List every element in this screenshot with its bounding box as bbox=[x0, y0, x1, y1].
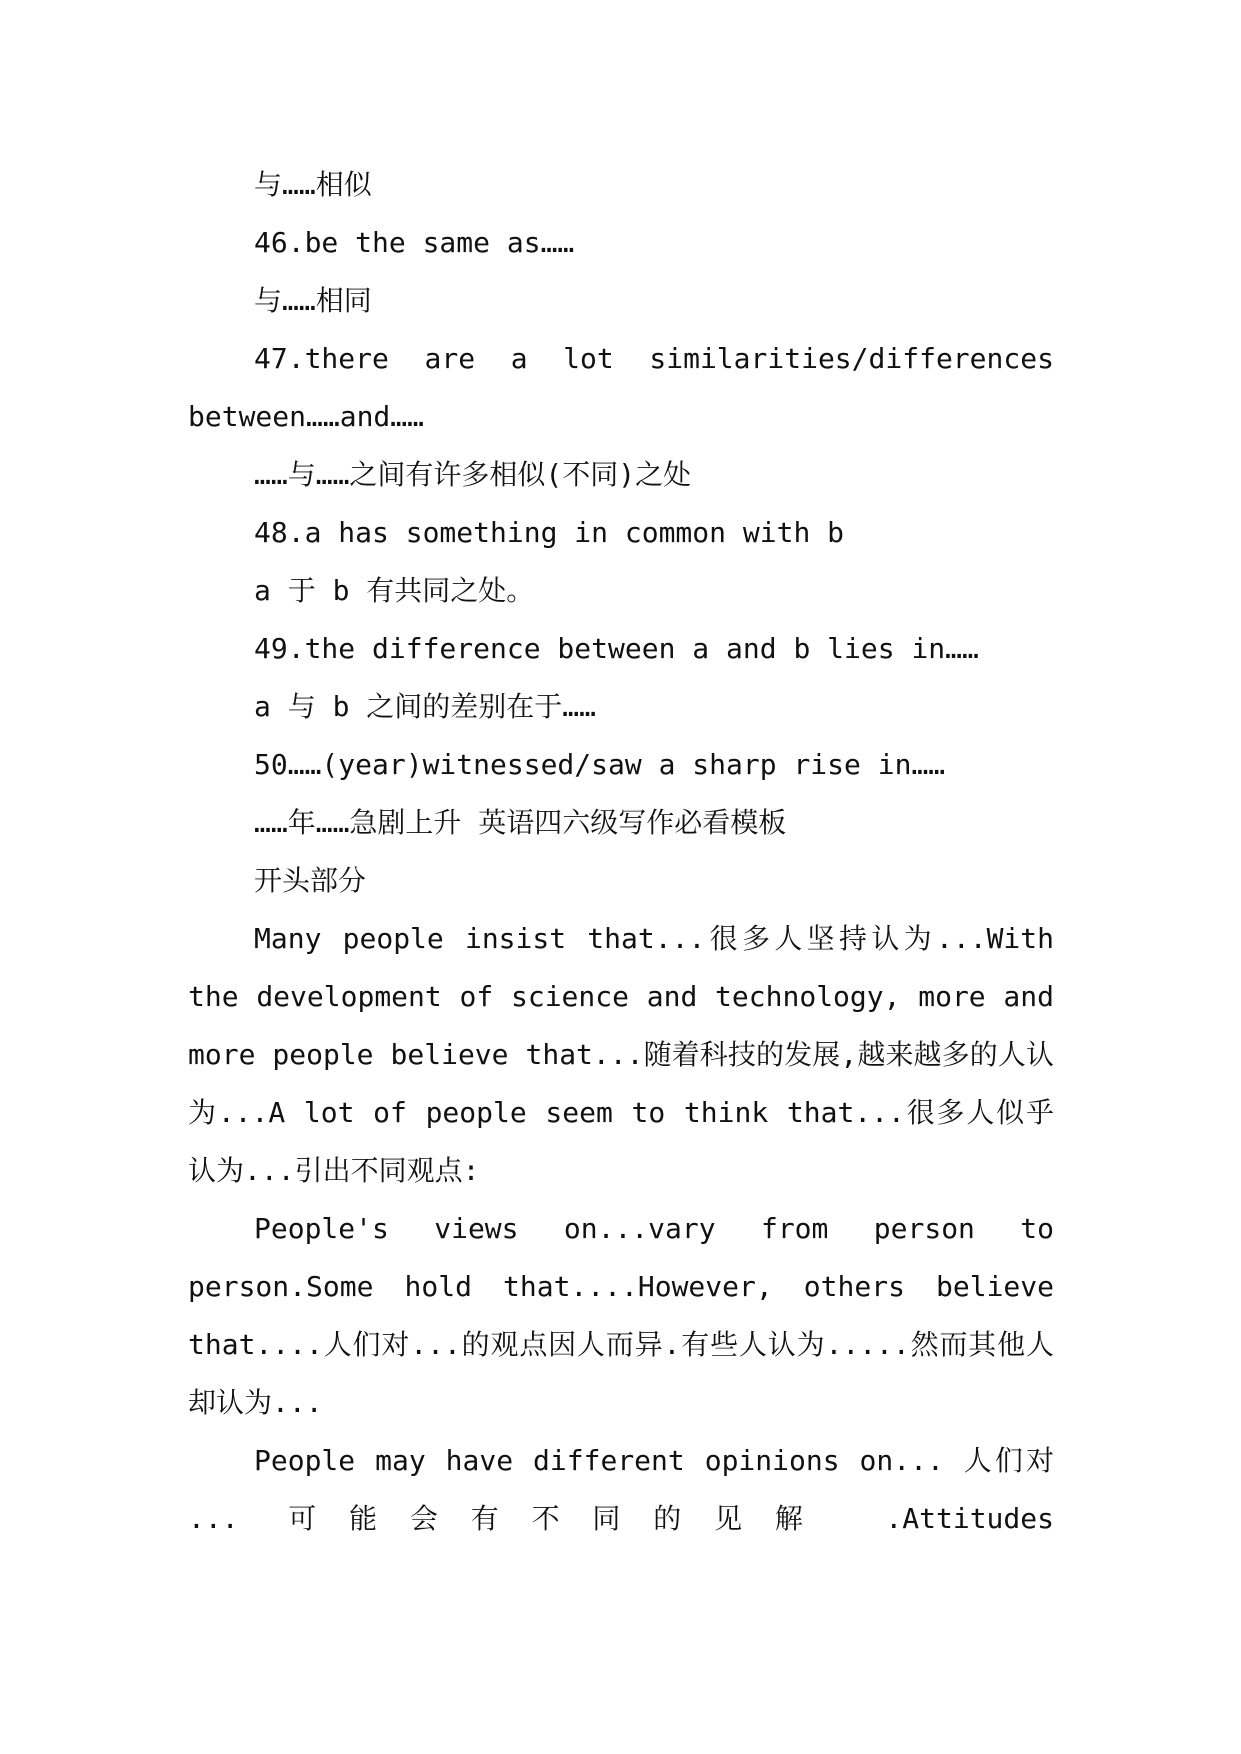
text-line: 46.be the same as…… bbox=[254, 226, 575, 259]
text-line: ……年……急剧上升 英语四六级写作必看模板 bbox=[254, 806, 787, 839]
text-line: a 于 b 有共同之处。 bbox=[254, 574, 535, 607]
document-page bbox=[188, 156, 1054, 1548]
word: similarities/differences bbox=[649, 342, 1054, 375]
text-line: 与……相似 bbox=[254, 168, 372, 201]
paragraph: People may have different opinions on... 人们对 ... 可能会有不同的见解 .Attitudes bbox=[188, 1444, 1054, 1535]
text-line: ……与……之间有许多相似(不同)之处 bbox=[254, 458, 692, 491]
text-line: 与……相同 bbox=[254, 284, 372, 317]
text-line: 48.a has something in common with b bbox=[254, 516, 845, 549]
word: a bbox=[510, 342, 528, 375]
paragraph: Many people insist that...很多人坚持认为...With the development of science and technology, more and more people believe that...随着科技的发展,越来越多的人认为...A lot of people seem to think that...很多人似乎认为...引出不同观点: bbox=[188, 922, 1054, 1187]
text-line: 50……(year)witnessed/saw a sharp rise in…… bbox=[254, 748, 946, 781]
paragraph: People's views on...vary from person to person.Some hold that....However, others believe that....人们对...的观点因人而异.有些人认为.....然而其他人却认为... bbox=[188, 1212, 1054, 1419]
text-line: between……and…… bbox=[188, 400, 425, 433]
word: are bbox=[424, 342, 476, 375]
word: 47.there bbox=[254, 342, 389, 375]
text-line: a 与 b 之间的差别在于…… bbox=[254, 690, 597, 723]
text-line: 49.the difference between a and b lies in…… bbox=[254, 632, 979, 665]
text-line-justified bbox=[188, 330, 1054, 388]
section-heading: 开头部分 bbox=[254, 864, 367, 897]
word: lot bbox=[563, 342, 614, 375]
